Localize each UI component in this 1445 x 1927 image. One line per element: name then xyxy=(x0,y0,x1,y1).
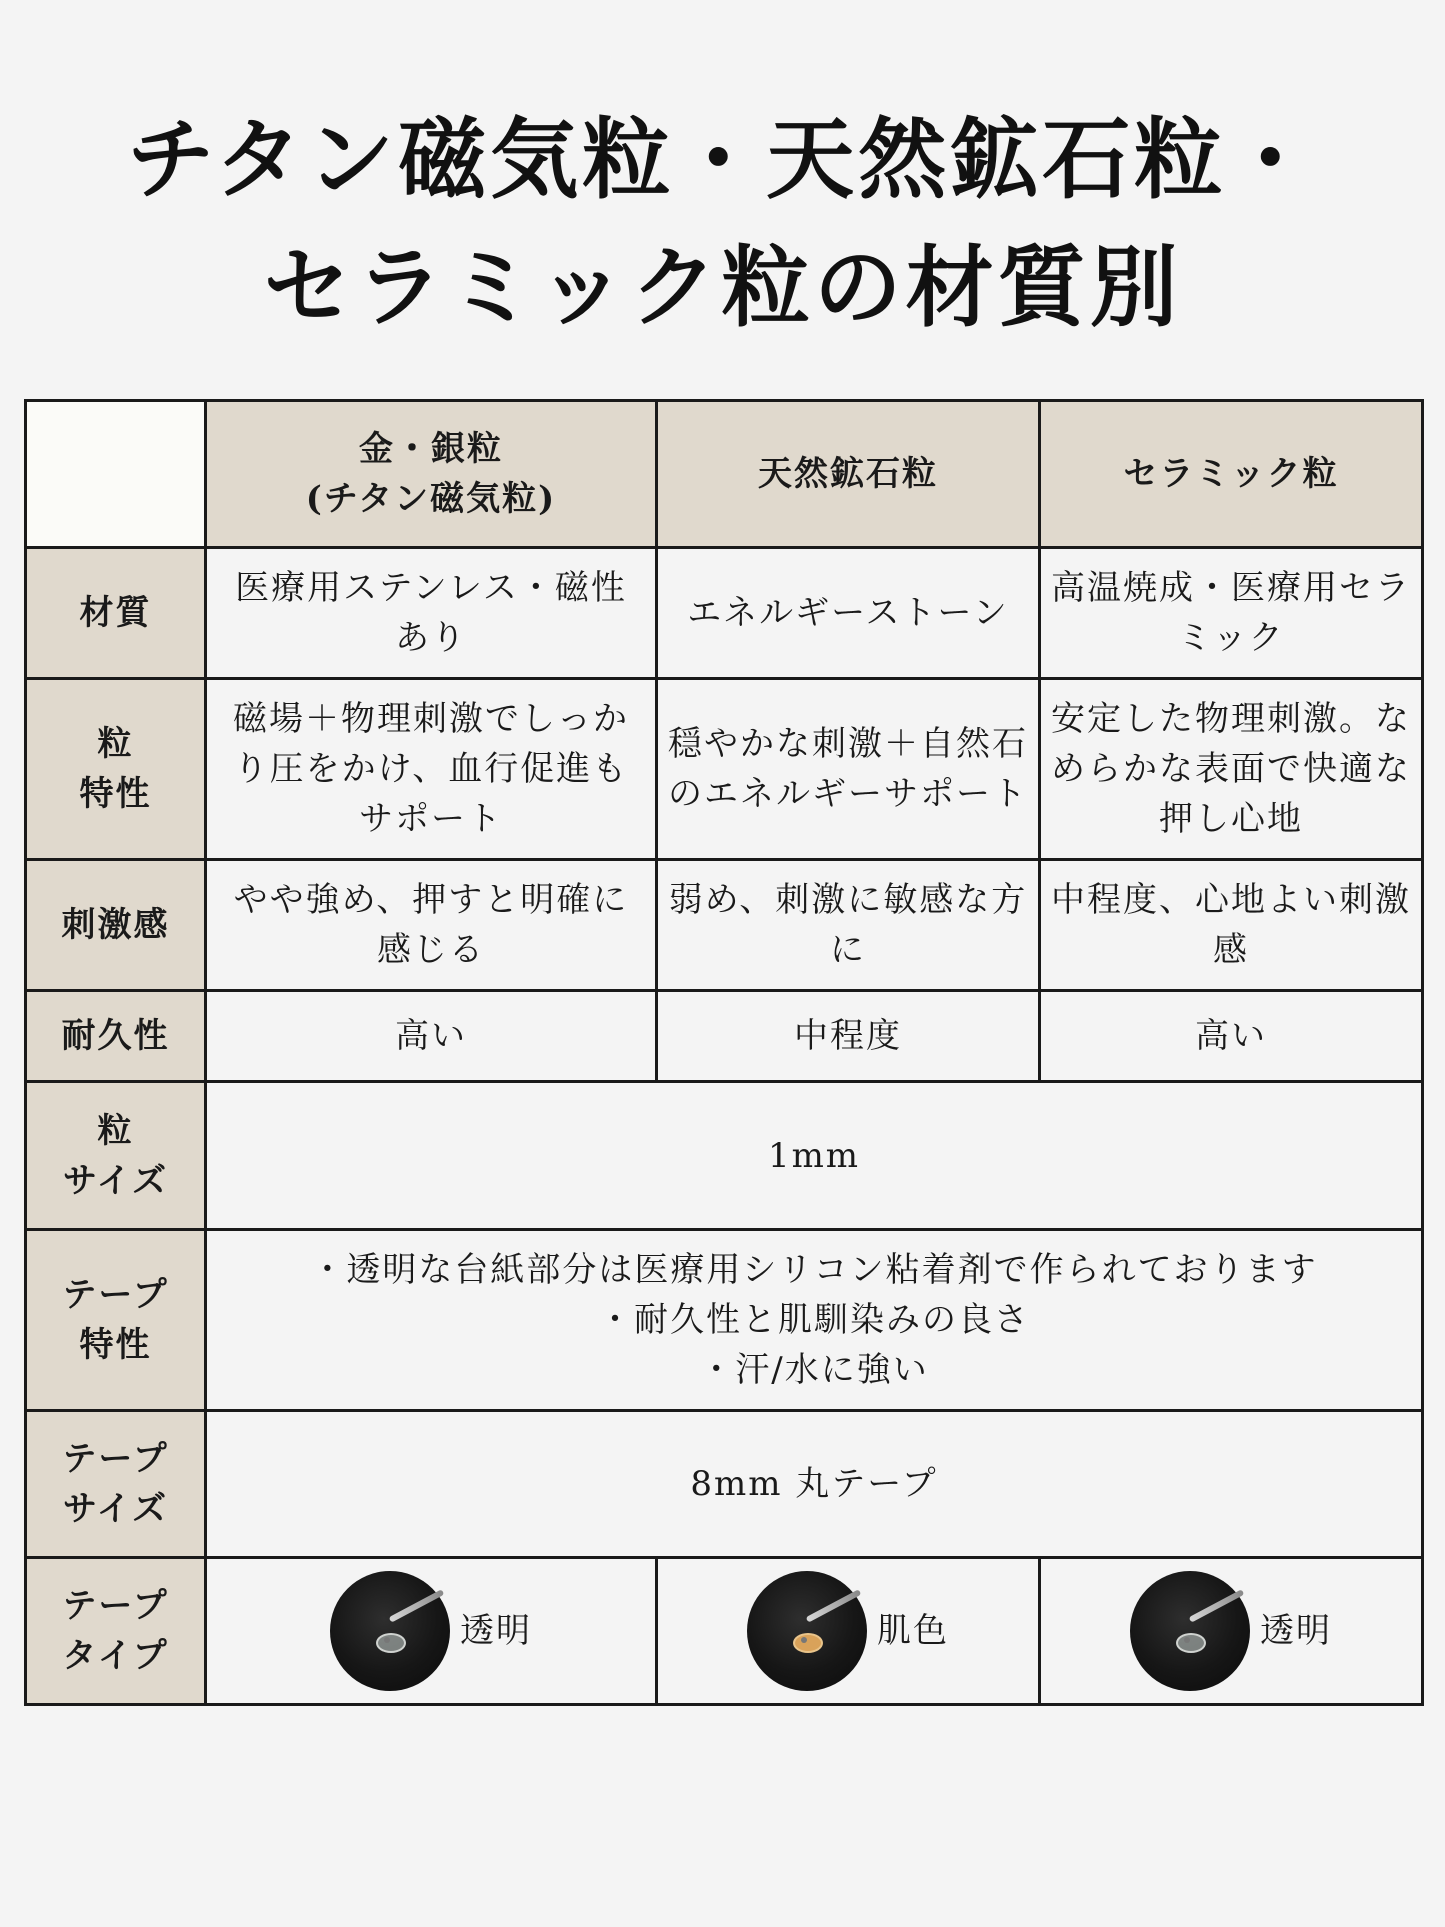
table-row xyxy=(26,860,1423,991)
row-header-stimulation: 刺激感 xyxy=(26,860,206,991)
table-row xyxy=(26,991,1423,1082)
durability-ceramic: 高い xyxy=(1040,991,1423,1082)
characteristics-natural-stone: 穏やかな刺激＋自然石 のエネルギーサポート xyxy=(657,679,1040,860)
column-header-gold-silver: 金・銀粒 (チタン磁気粒) xyxy=(206,401,657,548)
column-header-ceramic: セラミック粒 xyxy=(1040,401,1423,548)
title-line-1: チタン磁気粒・天然鉱石粒・ xyxy=(126,107,1319,211)
tape-type-label: 肌色 xyxy=(877,1611,949,1651)
stimulation-ceramic: 中程度、心地よい刺激 感 xyxy=(1040,860,1423,991)
tape-type-natural-stone xyxy=(657,1558,1040,1705)
table-row xyxy=(26,1411,1423,1558)
comparison-table xyxy=(24,399,1424,1706)
skin-tape-photo xyxy=(747,1571,867,1691)
table-row xyxy=(26,1082,1423,1230)
row-header-material: 材質 xyxy=(26,548,206,679)
durability-gold-silver: 高い xyxy=(206,991,657,1082)
table-row xyxy=(26,679,1423,860)
table-header-row xyxy=(26,401,1423,548)
stimulation-natural-stone: 弱め、刺激に敏感な方 に xyxy=(657,860,1040,991)
material-ceramic: 高温焼成・医療用セラ ミック xyxy=(1040,548,1423,679)
stimulation-gold-silver: やや強め、押すと明確に 感じる xyxy=(206,860,657,991)
tape-type-label: 透明 xyxy=(1260,1611,1332,1651)
row-header-tape-type: テープ タイプ xyxy=(26,1558,206,1705)
table-row xyxy=(26,1230,1423,1411)
clear-tape-photo xyxy=(1130,1571,1250,1691)
table-row xyxy=(26,1558,1423,1705)
clear-tape-photo xyxy=(330,1571,450,1691)
row-header-grain-size: 粒 サイズ xyxy=(26,1082,206,1230)
durability-natural-stone: 中程度 xyxy=(657,991,1040,1082)
tape-type-label: 透明 xyxy=(460,1611,532,1651)
corner-cell xyxy=(26,401,206,548)
characteristics-ceramic: 安定した物理刺激。な めらかな表面で快適な 押し心地 xyxy=(1040,679,1423,860)
tape-properties-value: ・透明な台紙部分は医療用シリコン粘着剤で作られております ・耐久性と肌馴染みの良さ ・汗/水に強い xyxy=(206,1230,1423,1411)
row-header-tape-properties: テープ 特性 xyxy=(26,1230,206,1411)
material-gold-silver: 医療用ステンレス・磁性 あり xyxy=(206,548,657,679)
row-header-tape-size: テープ サイズ xyxy=(26,1411,206,1558)
material-natural-stone: エネルギーストーン xyxy=(657,548,1040,679)
grain-size-value: 1mm xyxy=(206,1082,1423,1230)
tape-size-value: 8mm 丸テープ xyxy=(206,1411,1423,1558)
page-title xyxy=(0,95,1445,351)
row-header-characteristics: 粒 特性 xyxy=(26,679,206,860)
column-header-natural-stone: 天然鉱石粒 xyxy=(657,401,1040,548)
row-header-durability: 耐久性 xyxy=(26,991,206,1082)
title-line-2: セラミック粒の材質別 xyxy=(263,235,1182,339)
table-row xyxy=(26,548,1423,679)
tape-type-gold-silver xyxy=(206,1558,657,1705)
characteristics-gold-silver: 磁場＋物理刺激でしっか り圧をかけ、血行促進も サポート xyxy=(206,679,657,860)
tape-type-ceramic xyxy=(1040,1558,1423,1705)
